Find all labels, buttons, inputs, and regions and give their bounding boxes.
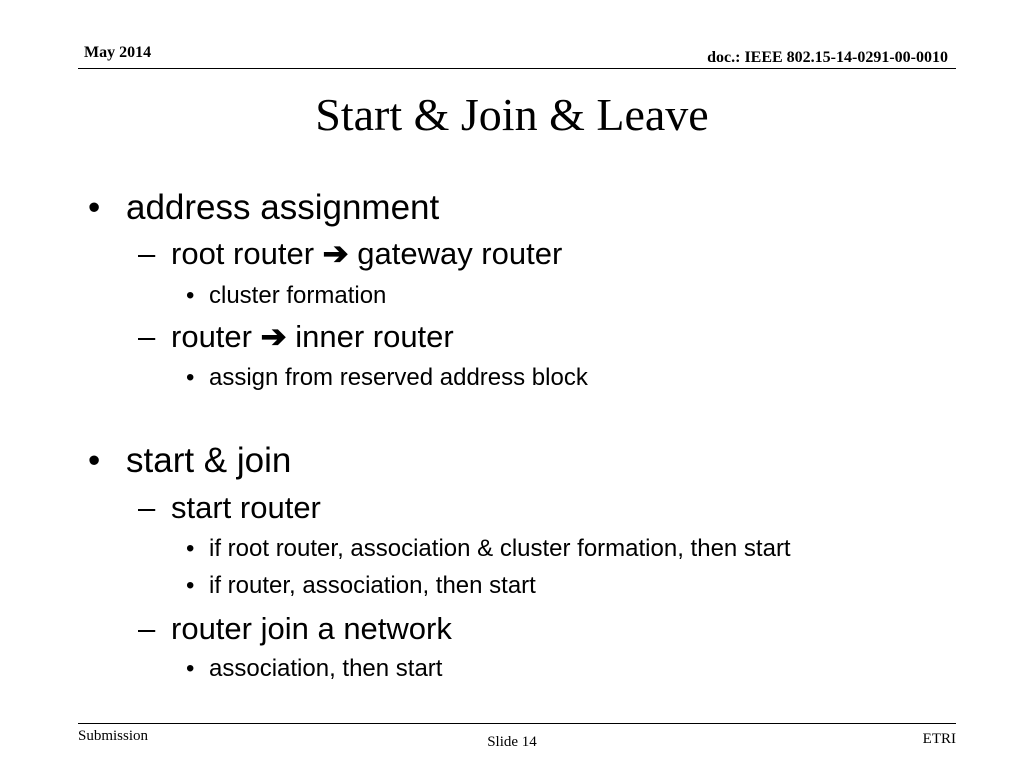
header-divider bbox=[78, 68, 956, 69]
dash-marker: – bbox=[138, 319, 156, 354]
sub-sub-bullet-text: assign from reserved address block bbox=[209, 364, 588, 391]
bullet-marker: • bbox=[186, 572, 195, 599]
bullet-marker: • bbox=[186, 535, 195, 562]
bullet-marker: • bbox=[88, 188, 101, 227]
bullet-marker: • bbox=[186, 282, 195, 309]
sub-bullet-item bbox=[138, 611, 452, 647]
footer-divider bbox=[78, 723, 956, 724]
bullet-marker: • bbox=[88, 441, 101, 480]
sub-bullet-text: router join a network bbox=[171, 611, 452, 646]
sub-sub-bullet-text: association, then start bbox=[209, 655, 443, 682]
sub-bullet-text: start router bbox=[171, 490, 321, 525]
bullet-item bbox=[88, 441, 291, 481]
sub-bullet-item bbox=[138, 319, 454, 355]
dash-marker: – bbox=[138, 490, 156, 525]
sub-bullet-item bbox=[138, 490, 321, 526]
sub-sub-bullet-text: if root router, association & cluster formation, then start bbox=[209, 535, 791, 562]
dash-marker: – bbox=[138, 611, 156, 646]
bullet-item bbox=[88, 188, 439, 228]
sub-sub-bullet-item bbox=[186, 572, 536, 600]
sub-sub-bullet-item bbox=[186, 364, 588, 392]
sub-sub-bullet-item bbox=[186, 535, 791, 563]
header-doc-id: doc.: IEEE 802.15-14-0291-00-0010 bbox=[707, 49, 948, 66]
bullet-marker: • bbox=[186, 655, 195, 682]
footer-slide-number: Slide 14 bbox=[487, 734, 537, 750]
footer-submission: Submission bbox=[78, 728, 149, 744]
bullet-marker: • bbox=[186, 364, 195, 391]
dash-marker: – bbox=[138, 236, 156, 271]
sub-sub-bullet-item bbox=[186, 282, 386, 310]
arrow-right-icon: ➔ bbox=[260, 319, 296, 354]
slide-title: Start & Join & Leave bbox=[315, 89, 709, 140]
arrow-right-icon: ➔ bbox=[322, 236, 358, 271]
bullet-text: address assignment bbox=[126, 188, 440, 227]
sub-bullet-text: router bbox=[171, 319, 252, 354]
footer-org: ETRI bbox=[922, 731, 956, 747]
sub-bullet-text-continued: inner router bbox=[295, 319, 454, 354]
bullet-text: start & join bbox=[126, 441, 292, 480]
sub-bullet-item bbox=[138, 236, 562, 272]
sub-sub-bullet-text: cluster formation bbox=[209, 282, 387, 309]
sub-sub-bullet-item bbox=[186, 655, 442, 683]
sub-sub-bullet-text: if router, association, then start bbox=[209, 572, 536, 599]
sub-bullet-text-continued: gateway router bbox=[357, 236, 563, 271]
header-date: May 2014 bbox=[84, 44, 152, 61]
sub-bullet-text: root router bbox=[171, 236, 315, 271]
